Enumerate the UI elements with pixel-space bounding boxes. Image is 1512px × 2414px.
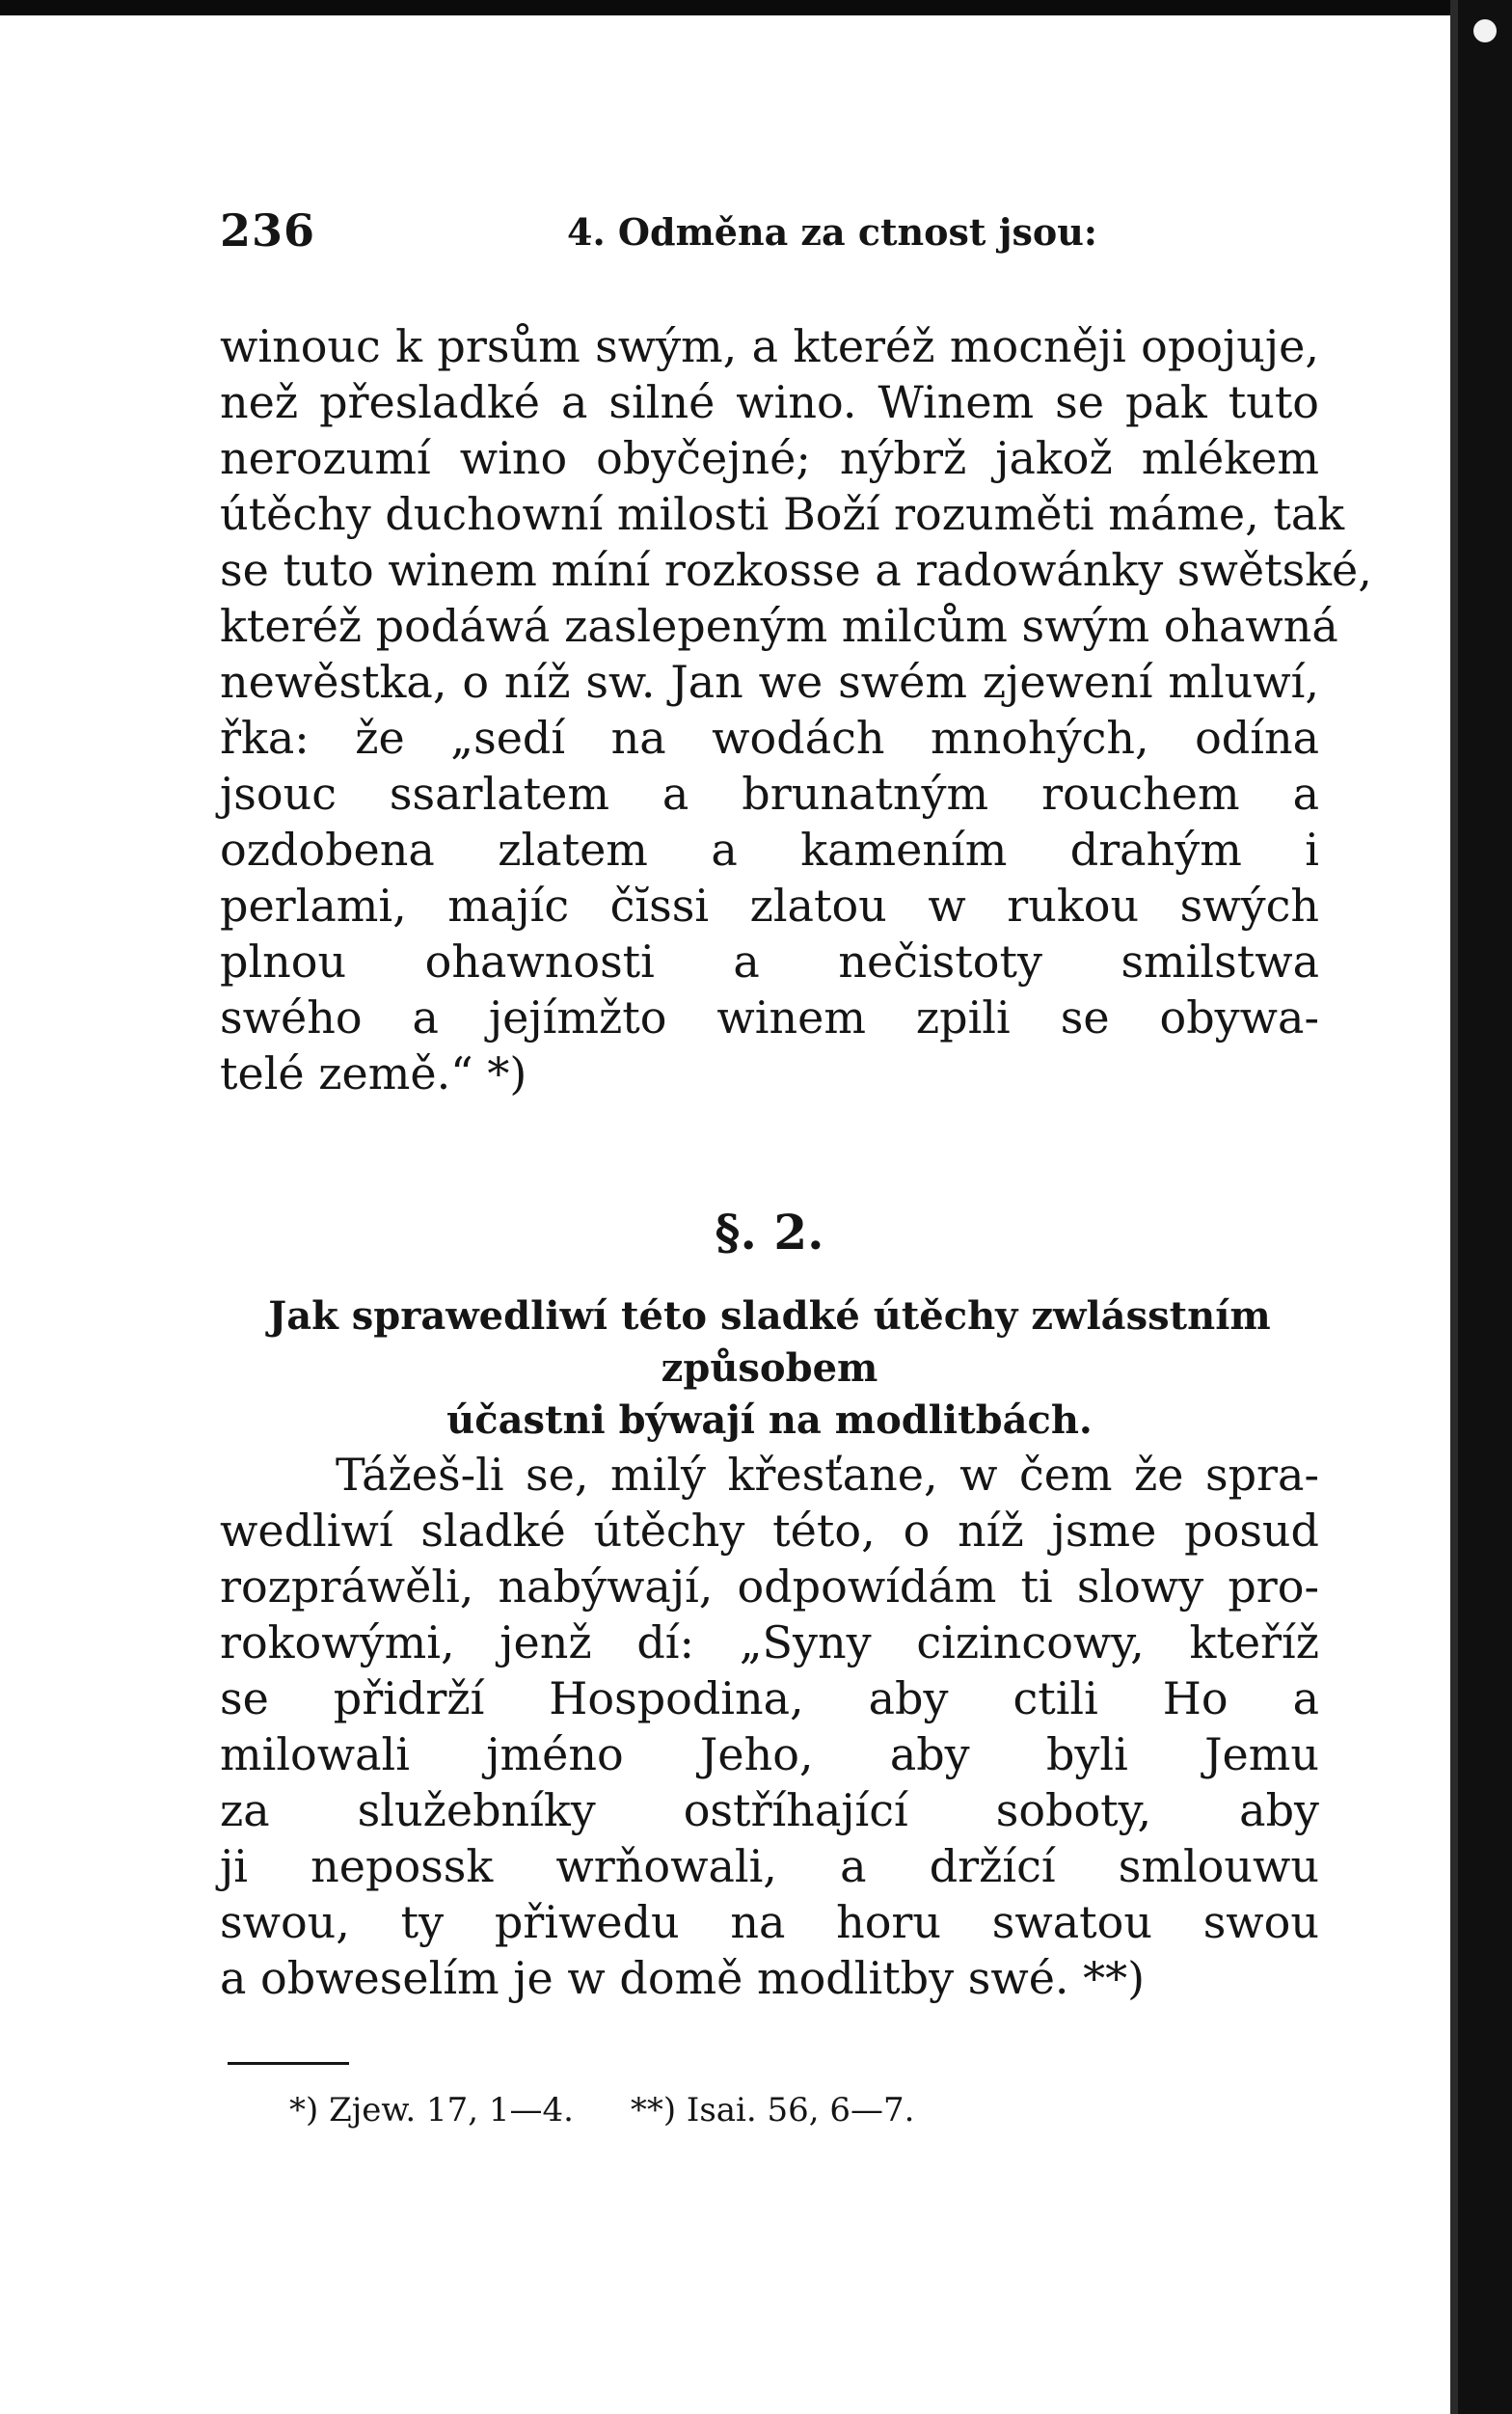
text-line: ji nepossk wrňowali, a držící smlouwu [220, 1840, 1319, 1892]
text-line: útěchy duchowní milosti Boží rozuměti máme, tak [220, 488, 1345, 540]
footnote-1: *) Zjew. 17, 1—4. [289, 2091, 574, 2129]
scan-corner-mark [1473, 19, 1497, 42]
footnotes [289, 2091, 914, 2129]
text-line: newěstka, o níž sw. Jan we swém zjewení mluwí, [220, 656, 1319, 708]
section-title-line: Jak sprawedliwí této sladké útěchy zwlásstním způsobem [268, 1293, 1271, 1391]
text-line: Tážeš-li se, milý křesťane, w čem že spra- [336, 1449, 1319, 1501]
text-line: se tuto winem míní rozkosse a radowánky swětské, [220, 544, 1372, 596]
text-line: swého a jejímžto winem zpili se obywa- [220, 991, 1319, 1044]
footnote-2: **) Isai. 56, 6—7. [630, 2091, 915, 2129]
scan-border-right [1458, 0, 1512, 2414]
text-line: se přidrží Hospodina, aby ctili Ho a [220, 1672, 1319, 1724]
page-header [220, 204, 1319, 258]
text-line: rozpráwěli, nabýwají, odpowídám ti slowy pro- [220, 1560, 1319, 1613]
paragraph-1 [220, 318, 1372, 1101]
text-line: nerozumí wino obyčejné; nýbrž jakož mlékem [220, 432, 1319, 484]
section-title-line: účastni býwají na modlitbách. [446, 1397, 1093, 1443]
text-line: rokowými, jenž dí: „Syny cizincowy, kteříž [220, 1616, 1319, 1668]
section-title [220, 1290, 1319, 1447]
text-line: perlami, majíc čĭssi zlatou w rukou swých [220, 880, 1319, 932]
text-line: plnou ohawnosti a nečistoty smilstwa [220, 936, 1319, 988]
paragraph-2 [220, 1447, 1319, 2006]
text-line: ozdobena zlatem a kamením drahým i [220, 824, 1319, 876]
text-line: winouc k prsům swým, a kteréž mocněji opojuje, [220, 320, 1319, 372]
text-line: wedliwí sladké útěchy této, o níž jsme posud [220, 1505, 1319, 1557]
page-number: 236 [220, 204, 316, 257]
text-line: swou, ty přiwedu na horu swatou swou [220, 1896, 1319, 1948]
text-line: jsouc ssarlatem a brunatným rouchem a [220, 768, 1319, 820]
running-head: 4. Odměna za ctnost jsou: [567, 210, 1097, 254]
text-line: kteréž podáwá zaslepeným milcům swým ohawná [220, 600, 1338, 652]
footnote-divider [228, 2062, 349, 2065]
section-number: §. 2. [715, 1204, 824, 1261]
text-line: než přesladké a silné wino. Winem se pak tuto [220, 376, 1319, 428]
text-line: za služebníky ostříhající soboty, aby [220, 1784, 1319, 1836]
text-line: řka: že „sedí na wodách mnohých, odína [220, 712, 1319, 764]
text-line: a obweselím je w domě modlitby swé. **) [220, 1952, 1146, 2004]
text-line: telé země.“ *) [220, 1047, 527, 1099]
scan-border-top [0, 0, 1512, 15]
text-line: milowali jméno Jeho, aby byli Jemu [220, 1728, 1319, 1780]
